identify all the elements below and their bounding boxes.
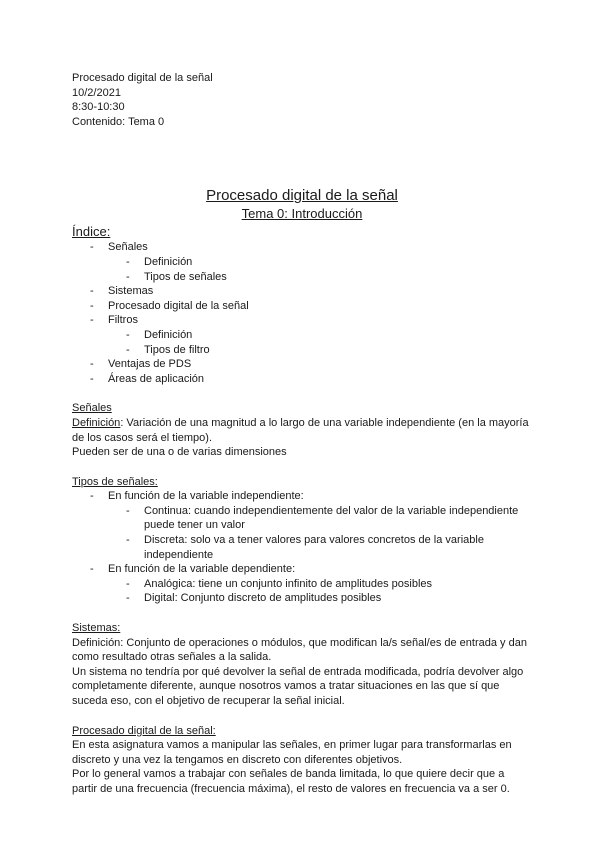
list-item	[72, 489, 532, 504]
list-item-label: Ventajas de PDS	[108, 358, 192, 371]
definition-text: : Variación de una magnitud a lo largo de una variable independiente (en la mayoría de los casos será el tiempo).	[72, 416, 529, 444]
section-procesado-digital	[72, 724, 532, 797]
content-line: Contenido: Tema 0	[72, 115, 165, 128]
list-item-label: Definición	[144, 255, 193, 268]
bullet-dash: -	[126, 592, 130, 605]
section-tipos-senales	[72, 475, 532, 606]
bullet-dash: -	[90, 314, 94, 327]
document-page	[72, 71, 532, 797]
bullet-dash: -	[90, 563, 94, 576]
list-item	[72, 357, 532, 372]
definition-paragraph	[72, 416, 532, 445]
paragraph: Un sistema no tendría por qué devolver la señal de entrada modificada, podría devolver algo completamente diferente, aunque nosotros vamos a tratar situaciones en las que sí que suceda eso, con el objetivo de recuperar la señal inicial.	[72, 665, 524, 707]
bullet-dash: -	[90, 241, 94, 254]
list-item	[72, 504, 532, 533]
bullet-dash: -	[126, 255, 130, 268]
definition-label: Definición	[72, 416, 121, 429]
list-item-label: Procesado digital de la señal	[108, 299, 249, 312]
bullet-dash: -	[126, 270, 130, 283]
paragraph: Definición: Conjunto de operaciones o módulos, que modifican la/s señal/es de entrada y dan como resultado otras señales a la salida.	[72, 636, 527, 664]
document-title: Procesado digital de la señal	[206, 187, 398, 205]
subject-line: Procesado digital de la señal	[72, 72, 213, 84]
bullet-dash: -	[90, 299, 94, 312]
list-item-label: En función de la variable dependiente:	[108, 563, 296, 576]
list-item-label: Filtros	[108, 314, 138, 327]
bullet-dash: -	[90, 358, 94, 371]
time-line: 8:30-10:30	[72, 101, 125, 114]
section-senales	[72, 401, 532, 459]
paragraph: Por lo general vamos a trabajar con señales de banda limitada, lo que quiere decir que a partir de una frecuencia (frecuencia máxima), el resto de valores en frecuencia va a ser 0.	[72, 768, 510, 795]
list-item	[72, 299, 532, 314]
section-heading: Procesado digital de la señal:	[72, 724, 216, 737]
list-item-label: Sistemas	[108, 285, 154, 298]
document-header	[72, 71, 532, 129]
bullet-dash: -	[126, 534, 130, 547]
document-subtitle: Tema 0: Introducción	[241, 206, 363, 222]
section-heading: Sistemas:	[72, 622, 121, 635]
list-item-label: Continua: cuando independientemente del valor de la variable independiente puede tener un valor	[144, 504, 519, 532]
bullet-dash: -	[126, 328, 130, 341]
title-block	[72, 187, 532, 222]
list-item	[72, 270, 532, 285]
paragraph: En esta asignatura vamos a manipular las señales, en primer lugar para transformarlas en discreto y una vez la tengamos en discreto con diferentes objetivos.	[72, 739, 512, 766]
bullet-dash: -	[90, 285, 94, 298]
bullet-dash: -	[126, 343, 130, 356]
section-heading: Señales	[72, 402, 112, 415]
bullet-dash: -	[126, 504, 130, 517]
bullet-dash: -	[126, 577, 130, 590]
list-item-label: En función de la variable independiente:	[108, 490, 304, 503]
list-item-label: Discreta: solo va a tener valores para valores concretos de la variable independiente	[144, 534, 484, 561]
index-list	[72, 240, 532, 386]
date-line: 10/2/2021	[72, 86, 121, 99]
list-item	[72, 328, 532, 343]
list-item	[72, 240, 532, 255]
list-item-label: Señales	[108, 241, 148, 254]
section-sistemas	[72, 621, 532, 709]
list-item-label: Definición	[144, 328, 193, 341]
list-item	[72, 255, 532, 270]
index-heading: Índice:	[72, 224, 111, 240]
list-item	[72, 591, 532, 606]
list-item	[72, 533, 532, 562]
list-item-label: Analógica: tiene un conjunto infinito de amplitudes posibles	[144, 577, 433, 590]
section-heading: Tipos de señales:	[72, 475, 158, 488]
list-item-label: Áreas de aplicación	[108, 372, 205, 385]
bullet-dash: -	[90, 490, 94, 503]
list-item-label: Tipos de señales	[144, 270, 227, 283]
list-item-label: Tipos de filtro	[144, 343, 210, 356]
list-item	[72, 577, 532, 592]
bullet-dash: -	[90, 372, 94, 385]
list-item	[72, 343, 532, 358]
list-item	[72, 313, 532, 328]
list-item-label: Digital: Conjunto discreto de amplitudes posibles	[144, 592, 382, 605]
list-item	[72, 562, 532, 577]
list-item	[72, 284, 532, 299]
list-item	[72, 372, 532, 387]
types-list	[72, 489, 532, 606]
paragraph: Pueden ser de una o de varias dimensiones	[72, 446, 287, 459]
